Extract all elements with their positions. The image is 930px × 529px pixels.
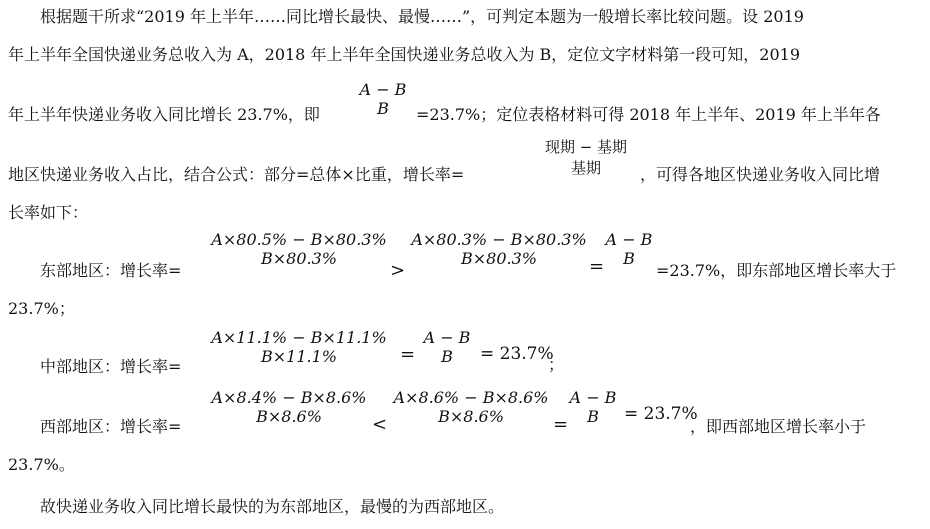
fraction-numerator: A − B — [569, 388, 617, 407]
west-tail-2: 23.7%。 — [8, 455, 75, 474]
west-fraction-1 — [204, 388, 374, 426]
fraction-growth-formula — [536, 136, 636, 178]
central-result: = 23.7% — [480, 344, 554, 364]
west-less-than: < — [372, 414, 388, 435]
fraction-numerator: A − B — [359, 80, 407, 99]
west-result: = 23.7% — [624, 404, 698, 424]
central-semicolon: ； — [548, 355, 565, 374]
east-greater-than: > — [390, 260, 406, 281]
fraction-denominator: B — [441, 347, 453, 366]
fraction-denominator: B×8.6% — [256, 407, 322, 426]
east-equals: = — [589, 256, 605, 277]
fraction-numerator: A − B — [605, 230, 653, 249]
east-label: 东部地区：增长率= — [40, 261, 182, 280]
west-equals: = — [553, 414, 569, 435]
fraction-numerator: A×8.6% − B×8.6% — [393, 388, 549, 407]
fraction-numerator: A×80.5% − B×80.3% — [211, 230, 387, 249]
fraction-denominator: B — [377, 99, 389, 118]
west-label: 西部地区：增长率= — [40, 417, 182, 436]
central-fraction-1 — [204, 328, 394, 366]
fraction-denominator: B×8.6% — [438, 407, 504, 426]
fraction-numerator: A − B — [423, 328, 471, 347]
fraction-a-minus-b — [352, 80, 414, 118]
text-line-5: 长率如下： — [8, 203, 89, 222]
central-label: 中部地区：增长率= — [40, 357, 182, 376]
east-fraction-1 — [204, 230, 394, 268]
fraction-numerator: A×11.1% − B×11.1% — [211, 328, 387, 347]
east-tail-2: 23.7%； — [8, 299, 75, 318]
west-fraction-3 — [564, 388, 622, 426]
conclusion: 故快递业务收入同比增长最快的为东部地区，最慢的为西部地区。 — [40, 497, 505, 516]
fraction-denominator: 基期 — [570, 159, 601, 177]
east-fraction-2 — [404, 230, 594, 268]
fraction-denominator: B — [587, 407, 599, 426]
text-line-2: 年上半年全国快递业务总收入为 A，2018 年上半年全国快递业务总收入为 B，定位文字材料第一段可知，2019 — [8, 45, 801, 64]
east-tail: =23.7%，即东部地区增长率大于 — [656, 261, 897, 280]
west-tail-text: ，即西部地区增长率小于 — [690, 417, 867, 436]
text-line-4a: 地区快递业务收入占比，结合公式：部分=总体×比重，增长率= — [8, 165, 465, 184]
fraction-numerator: A×80.3% − B×80.3% — [411, 230, 587, 249]
fraction-denominator: B — [623, 249, 635, 268]
fraction-numerator: 现期 − 基期 — [544, 138, 628, 156]
text-line-1: 根据题干所求“2019 年上半年……同比增长最快、最慢……”，可判定本题为一般增长率比较问题。设 2019 — [40, 7, 804, 26]
central-equals: = — [400, 344, 416, 365]
text-line-3b: =23.7%；定位表格材料可得 2018 年上半年、2019 年上半年各 — [416, 105, 881, 124]
central-fraction-2 — [418, 328, 476, 366]
fraction-denominator: B×11.1% — [261, 347, 337, 366]
fraction-denominator: B×80.3% — [261, 249, 337, 268]
fraction-denominator: B×80.3% — [461, 249, 537, 268]
text-line-3a: 年上半年快递业务收入同比增长 23.7%，即 — [8, 105, 320, 124]
west-fraction-2 — [386, 388, 556, 426]
fraction-numerator: A×8.4% − B×8.6% — [211, 388, 367, 407]
text-line-4b: ，可得各地区快递业务收入同比增 — [640, 165, 881, 184]
east-fraction-3 — [600, 230, 658, 268]
